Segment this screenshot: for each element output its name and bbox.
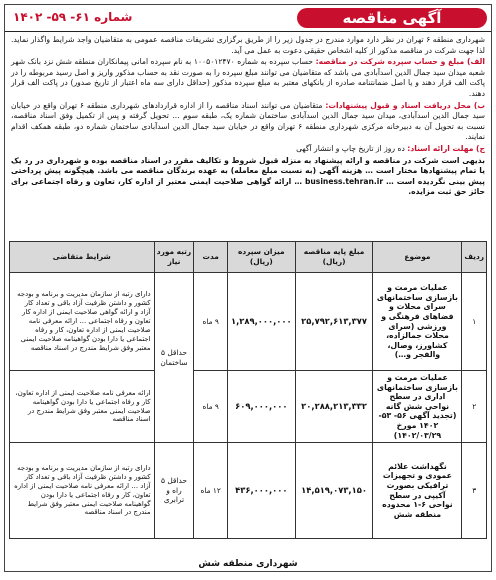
row-duration: ۹ ماه <box>194 371 228 443</box>
notice-number: شماره ۶۱- ۵۹- ۱۴۰۲ <box>13 10 133 24</box>
header-subject: موضوع <box>373 242 462 273</box>
row-subject: عملیات مرمت و بازسازی ساختمانهای اداری در سطح نواحی شش گانه (تجدید آگهی ۵۶- ۵۳- ۱۴۰۲ مورخ ۱۴۰۲/۰۳/۲۹) <box>373 371 462 443</box>
section-b-text: متقاضیان می توانند اسناد مناقصه را از اداره قراردادهای شهرداری منطقه ۶ تهران واقع در خیابان سید جمال الدین اسدآبادی، میدان سید جمال الدین اسدآبادی ساختمان شماره یک، طبقه سوم … تحویل گرفته و پس از تکمیل وفق اسناد مناقصه، نسبت به تحویل آن به دبیرخانه مرکزی شهرداری منطقه ۶ تهران واقع در خیابان سید جمال الدین اسدآبادی ساختمان شماره دو، طبقه همکف اقدام نمایند. <box>11 100 485 142</box>
notice-header <box>5 5 491 32</box>
row-staff: حداقل ۵ ساختمان <box>154 273 194 443</box>
row-number: ۱ <box>462 273 487 371</box>
notice-title: آگهی مناقصه <box>342 9 442 27</box>
row-conditions: دارای رتبه از سازمان مدیریت و برنامه و بودجه کشور و داشتن ظرفیت آزاد باقی و تعداد کار آزاد … ارائه معرفی نامه صلاحیت ایمنی از اداره تعاون، کار و رفاه اجتماعی یا دارا بودن گواهینامه صلاحیت ایمنی معتبر وفق شرایط مندرج در اسناد مناقصه <box>10 443 155 539</box>
header-base-price: مبلغ پایه مناقصه (ریال) <box>295 242 373 273</box>
tender-notice <box>4 4 492 572</box>
section-a-text: حساب سپرده به شماره ۱۰۰۵۰۱۲۴۷۰ به نام سپرده امانی پیمانکاران منطقه شش نزد بانک شهر شعبه میدان سید جمال الدین اسدآبادی می باشد که متقاضیان می توانند مبلغ سپرده را به صورت نقد به حساب مذکور واریز و اصل رسید مربوطه را در پاکت الف قرار دهند و یا اصل ضمانتنامه صادره از بانکهای معتبر به مبلغ سپرده مذکور (حداقل دارای سه ماه اعتبار از تاریخ صدور) در پاکت الف قرار دهند. <box>11 57 485 98</box>
notice-body <box>5 32 491 198</box>
row-base-price: ۱۴,۵۱۹,۰۷۳,۱۵۰ <box>295 443 373 539</box>
section-c-title: ج) مهلت ارائه اسناد: <box>407 143 485 153</box>
row-duration: ۹ ماه <box>194 273 228 371</box>
header-conditions: شرایط متقاضی <box>10 242 155 273</box>
section-b-title: ب) محل دریافت اسناد و قبول پیشنهادات: <box>325 100 485 110</box>
table-row <box>10 443 487 539</box>
row-deposit: ۱,۲۸۹,۰۰۰,۰۰۰ <box>227 273 295 371</box>
header-deposit: میزان سپرده (ریال) <box>227 242 295 273</box>
header-duration: مدت <box>194 242 228 273</box>
section-b <box>11 101 485 143</box>
table-row <box>10 371 487 443</box>
section-a <box>11 57 485 99</box>
intro-paragraph: شهرداری منطقه ۶ تهران در نظر دارد موارد مندرج در جدول زیر را از طریق برگزاری تشریفات مناقصه عمومی به متقاضیان واجد شرایط واگذار نماید. لذا جهت شرکت در مناقصه مذکور از کلیه اشخاص حقیقی دعوت به عمل می آید. <box>11 35 485 55</box>
header-staff: رتبه مورد نیاز <box>154 242 194 273</box>
row-subject: عملیات مرمت و بازسازی ساختمانهای سرای محلات و فضاهای فرهنگی و ورزشی (سرای محلات جمالزاده، کشاورز، وصال، والفجر و…) <box>373 273 462 371</box>
row-number: ۲ <box>462 371 487 443</box>
section-a-title: الف) مبلغ و حساب سپرده شرکت در مناقصه: <box>315 57 485 67</box>
row-number: ۳ <box>462 443 487 539</box>
row-staff: حداقل ۵ راه و ترابری <box>154 443 194 539</box>
row-base-price: ۲۵,۷۹۲,۶۱۳,۳۷۷ <box>295 273 373 371</box>
tender-table <box>9 241 487 539</box>
table-header-row <box>10 242 487 273</box>
row-duration: ۱۲ ماه <box>194 443 228 539</box>
section-c <box>11 144 485 155</box>
row-deposit: ۴۳۶,۰۰۰,۰۰۰ <box>227 443 295 539</box>
table-row <box>10 273 487 371</box>
row-conditions: دارای رتبه از سازمان مدیریت و برنامه و بودجه کشور و داشتن ظرفیت آزاد باقی و تعداد کار آزاد و ارائه گواهی صلاحیت ایمنی از اداره کار تعاون و رفاه اجتماعی … ارائه معرفی نامه صلاحیت ایمنی از اداره تعاون، کار و رفاه اجتماعی یا دارا بودن گواهینامه صلاحیت ایمنی معتبر وفق شرایط مندرج در اسناد مناقصه <box>10 273 155 371</box>
row-subject: نگهداشت علائم عمودی و تجهیزات ترافیکی بصورت آکیپی در سطح نواحی ۶-۱ محدوده منطقه شش <box>373 443 462 539</box>
section-d-text: بدیهی است شرکت در مناقصه و ارائه پیشنهاد به منزله قبول شروط و تکالیف مقرر در اسناد مناقصه بوده و شهرداری در رد یک یا تمام پیشنهادها مختار است … هزینه آگهی (به نسبت مبلغ معامله) به عهده برندگان مناقصه می باشد. هیچگونه پیش پرداختی پیش بینی نگردیده است … business.tehran.ir … ارائه گواهی صلاحیت ایمنی معتبر از اداره کار، تعاون و رفاه اجتماعی برای حائز حق ثبت مزایده. <box>11 155 485 197</box>
section-c-text: ده روز از تاریخ چاپ و انتشار آگهی <box>296 143 405 153</box>
row-base-price: ۲۰,۲۸۸,۲۱۳,۳۳۲ <box>295 371 373 443</box>
title-banner <box>297 8 487 28</box>
header-row-number: ردیف <box>462 242 487 273</box>
row-deposit: ۶۰۹,۰۰۰,۰۰۰ <box>227 371 295 443</box>
row-conditions: ارائه معرفی نامه صلاحیت ایمنی از اداره تعاون، کار و رفاه اجتماعی یا دارا بودن گواهینامه صلاحیت ایمنی معتبر وفق شرایط مندرج در اسناد مناقصه <box>10 371 155 443</box>
signature: شهرداری منطقه شش <box>198 559 298 569</box>
